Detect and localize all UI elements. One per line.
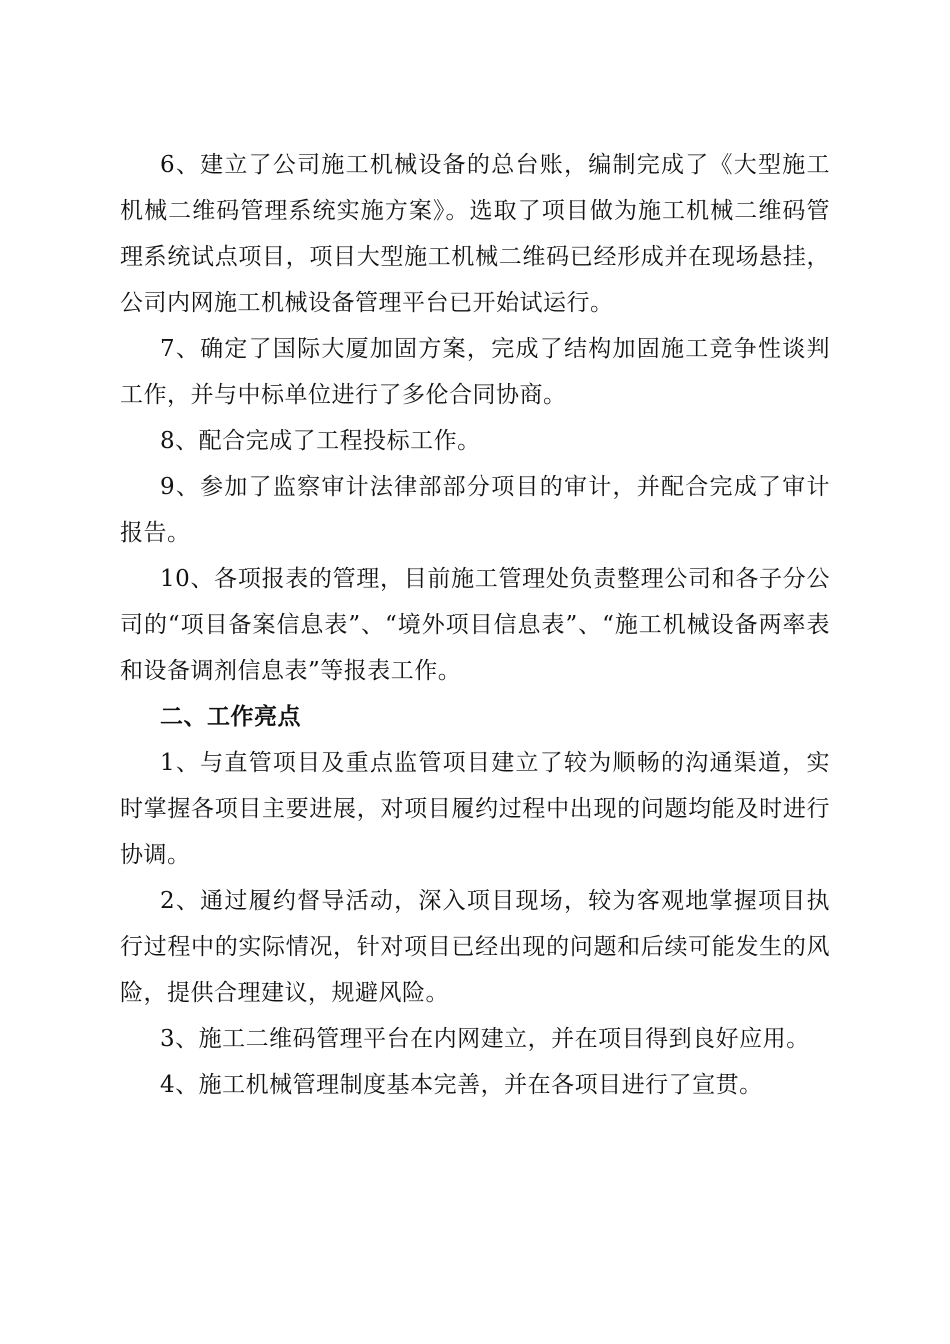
- section-heading-highlights: 二、工作亮点: [160, 704, 301, 730]
- highlight-item-2: 2、通过履约督导活动，深入项目现场，较为客观地掌握项目执行过程中的实际情况，针对项目已经出现的问题和后续可能发生的风险，提供合理建议，规避风险。: [120, 888, 830, 1006]
- highlight-item-4: 4、施工机械管理制度基本完善，并在各项目进行了宣贯。: [160, 1072, 763, 1098]
- paragraph-item-10: 10、各项报表的管理，目前施工管理处负责整理公司和各子分公司的“项目备案信息表”、“境外项目信息表”、“施工机械设备两率表和设备调剂信息表”等报表工作。: [120, 566, 830, 684]
- paragraph-item-7: 7、确定了国际大厦加固方案，完成了结构加固施工竞争性谈判工作，并与中标单位进行了多伦合同协商。: [120, 336, 830, 408]
- paragraph-item-8: 8、配合完成了工程投标工作。: [160, 428, 481, 454]
- paragraph-item-6: 6、建立了公司施工机械设备的总台账，编制完成了《大型施工机械二维码管理系统实施方案》。选取了项目做为施工机械二维码管理系统试点项目，项目大型施工机械二维码已经形成并在现场悬挂，公司内网施工机械设备管理平台已开始试运行。: [120, 152, 830, 316]
- paragraph-item-9: 9、参加了监察审计法律部部分项目的审计，并配合完成了审计报告。: [120, 474, 830, 546]
- highlight-item-3: 3、施工二维码管理平台在内网建立，并在项目得到良好应用。: [160, 1026, 810, 1052]
- document-body: [120, 142, 830, 1108]
- highlight-item-1: 1、与直管项目及重点监管项目建立了较为顺畅的沟通渠道，实时掌握各项目主要进展，对项目履约过程中出现的问题均能及时进行协调。: [120, 750, 830, 868]
